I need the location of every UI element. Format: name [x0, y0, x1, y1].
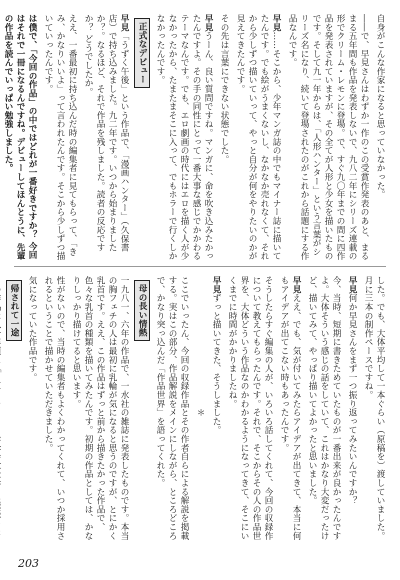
- speaker-label: 早見: [119, 14, 129, 32]
- speaker-label: 早見: [291, 276, 301, 294]
- section-heading: 母の長い情熱: [134, 280, 150, 341]
- paragraph: [0, 276, 2, 548]
- dialogue: 早見ずっと描いてきた、そうしました。: [211, 276, 221, 435]
- dialogue: 早見「うずく午後」という作品で、「漫画ハンター」（久保書店）で持ち込みました。九二年です。いつから始まりましたか？。なるほど、それで作品を残しました。読者の反応ですか？ どうでしたか。: [83, 14, 129, 252]
- lower-column: [9, 276, 386, 548]
- paragraph: ここでいったん、今回の収録作品とその作者自らによる解説を掲載する。実はこの部分、作品解説をメインにしながら、ところどころで、かなり突っ込んだ「作品世界」を語ってくれた。: [155, 276, 189, 540]
- question: は僕で、「今回の作品」の中ではどれが一番好きですか？ 今回はそれで一冊になるんですね。デビューしてほんとうに、先輩の作品を読んでいっぱい勉強しました。: [3, 14, 37, 261]
- paragraph: 一九八一、六年の作品で、一水社の雑誌に発表したものです。本当の胸フェチの人は最初に乳輪が気になると思うのですが、とにかく乳首です。ええ、この作品はずっと前から描きたかった作品で、色々な乳首の種類を描いてみたんです。初期の作品としては、かなりしっかり描けてると思います。: [71, 276, 129, 540]
- paragraph: ええ、一番最初に持ち込んだ時の編集者に見てもらって、「きみ、かなりいいよ」って言われたんです。そこから少しずつ描いていったんです。: [43, 14, 77, 261]
- section-divider: [14, 266, 386, 267]
- dialogue: 早見何か早見さんをまず一つ振り返ってみたいんですか？: [347, 276, 357, 505]
- paragraph: した。でも、大体平均して一本ぐらい（原稿を）渡していました。月に三本の制作ペースですね。: [363, 276, 385, 540]
- paragraph: 今、当時、短期に書きためていたものが一番出来が良かったんですよ。大体そういう感じの話をしていて、これはかなり大変だったけど、描いてみて、やっぱり描いてよかったと思いました。: [307, 276, 341, 540]
- section-break-star: ＊: [195, 407, 205, 417]
- paragraph: 自身がこんな作家になると思っていなかった。: [375, 14, 385, 199]
- paragraph: ――で、早見さんはわずか一作のこの受賞作発表のあと、まるまる五年間も作品を発表しないで、九八二年にシリーズ連載の形でクリーム・レモンに登場。で、すぐ九〇年までの間に四作品を発表されていますが、その全てが人形と少女を描いたものです。そして九一年からは、「人形ハンター」という言葉がシリーズ名になり、続いて登場されたのがこれから話題にする作品なんです。: [287, 14, 369, 261]
- dialogue: 早見うーん、良い質問ですね。マンガに、命を吹き込みたかったんですよ。その手の同性にとって一番大事な感じでかかわるテーマなんです。でも、エロ劇画の時代にはエロを描く人が少なかったから、たまたまそこに入って、でもホラーで行くしかなかったんです。: [155, 14, 213, 261]
- section-heading: 帰されて一途: [6, 280, 22, 341]
- speaker-label: 早見: [271, 14, 281, 32]
- paragraph: 気になっていた作品です。: [27, 276, 37, 382]
- speaker-label: 早見: [347, 276, 357, 294]
- paragraph: そうしたらすぐ編集の人が、いろいろ話してくれて、今回の収録作について教えてもらったんです。それで、そこからその人の作品世界を、大体どういう作品なのかわかるようになってきて、そこにいくまでに時間がかかりましたね。: [227, 276, 273, 540]
- upper-column: [3, 14, 386, 262]
- page-number: 203: [18, 557, 39, 570]
- section-heading: 正式なデビュー: [134, 18, 150, 88]
- paragraph: その先は言葉にできない状態でした。: [219, 14, 229, 164]
- paragraph: 性がないので、当時の編集者もよくわかってくれて、いつか採用されるということで描かせていただきました。: [43, 276, 65, 540]
- dialogue: 早見……そこから、少年マンガ誌の中でもマイナー誌に描いてたんです。でも絵がうまくないし、なかなか売れなくて、それから少しずつ描いていって、やっと自分が何をやりたいのかが見えてきたんです。: [235, 14, 281, 261]
- dialogue: 早見ええ、でも、気が付いてみたらアイデアが出てきて、本当に何もアイデアが出てこない時もあったんです。: [279, 276, 301, 541]
- speaker-label: 早見: [203, 14, 213, 32]
- speaker-label: 早見: [211, 276, 221, 294]
